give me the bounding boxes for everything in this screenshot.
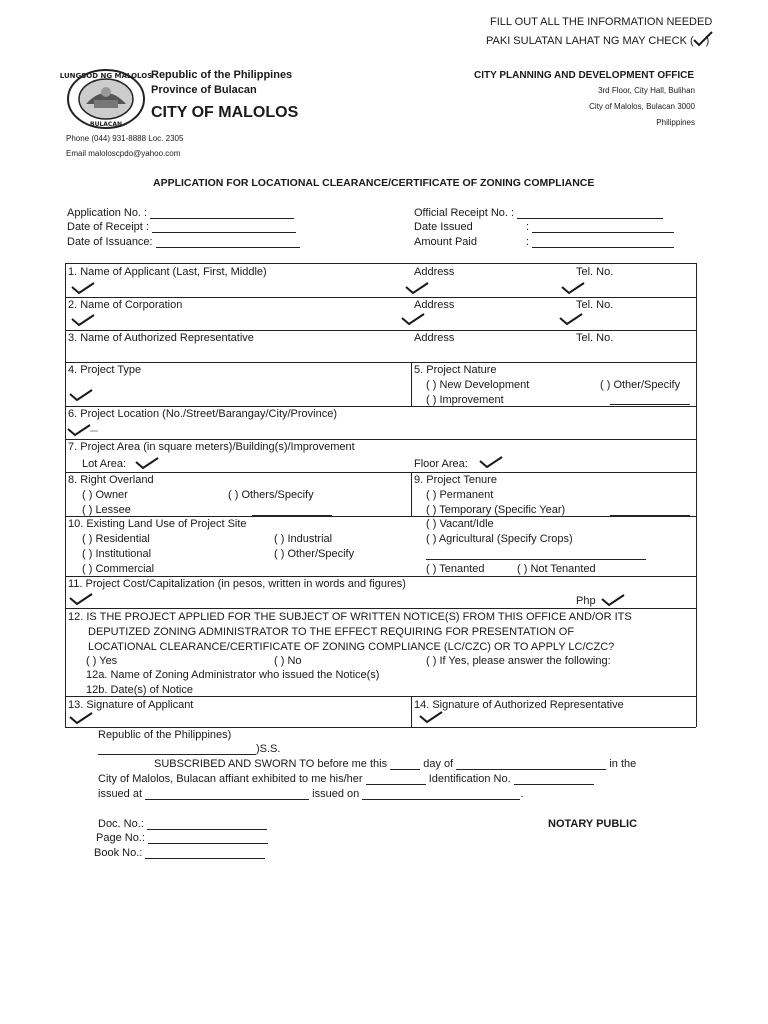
city-seal-logo [59, 68, 153, 128]
corporation-name-label: 2. Name of Corporation [68, 299, 183, 311]
city-heading: CITY OF MALOLOS [151, 104, 299, 121]
q12-yes-option[interactable]: ( ) Yes [86, 655, 118, 667]
commercial-option[interactable]: ( ) Commercial [82, 563, 155, 575]
project-nature-label: 5. Project Nature [414, 364, 497, 376]
improvement-option[interactable]: ( ) Improvement [426, 394, 504, 406]
institutional-option[interactable]: ( ) Institutional [82, 548, 152, 560]
right-overland-label: 8. Right Overland [68, 474, 154, 486]
notary-subscribed-line[interactable]: SUBSCRIBED AND SWORN TO before me this day of in the [154, 758, 637, 770]
crops-line [426, 559, 646, 560]
instruction-line-2: PAKI SULATAN LAHAT NG MAY CHECK ( ) [486, 32, 709, 47]
check-mark-icon [134, 456, 160, 470]
land-use-other-option[interactable]: ( ) Other/Specify [274, 548, 355, 560]
corporation-tel-label: Tel. No. [576, 299, 614, 311]
applicant-tel-label: Tel. No. [576, 266, 614, 278]
lot-area-label: Lot Area: [82, 458, 127, 470]
republic-heading: Republic of the Philippines [151, 69, 293, 81]
new-development-option[interactable]: ( ) New Development [426, 379, 530, 391]
instruction-check-icon [694, 32, 706, 47]
check-mark-icon [404, 281, 430, 295]
not-tenanted-option[interactable]: ( ) Not Tenanted [517, 563, 596, 575]
form-title: APPLICATION FOR LOCATIONAL CLEARANCE/CERTIFICATE OF ZONING COMPLIANCE [153, 177, 595, 189]
check-mark-icon [400, 312, 426, 326]
amount-paid-input[interactable]: : [526, 236, 674, 248]
project-type-label: 4. Project Type [68, 364, 142, 376]
office-address-1: 3rd Floor, City Hall, Bulihan [598, 86, 695, 95]
check-mark-icon [70, 313, 96, 327]
check-mark-icon [478, 455, 504, 469]
office-name: CITY PLANNING AND DEVELOPMENT OFFICE [474, 70, 695, 81]
representative-address-label: Address [414, 332, 455, 344]
applicant-name-label: 1. Name of Applicant (Last, First, Middle) [68, 266, 267, 278]
application-no-field[interactable]: Application No. : [67, 207, 294, 219]
q12-line-3: LOCATIONAL CLEARANCE/CERTIFICATE OF ZONING COMPLIANCE (LC/CZC) OR TO APPLY LC/CZC? [88, 641, 615, 653]
others-specify-line [252, 515, 332, 516]
project-location-label: 6. Project Location (No./Street/Barangay/City/Province) [68, 408, 338, 420]
check-mark-icon [600, 593, 626, 607]
official-receipt-field[interactable]: Official Receipt No. : [414, 207, 663, 219]
date-of-issuance-field[interactable]: Date of Issuance: [67, 236, 300, 248]
phone-number: Phone (044) 931-8888 Loc. 2305 [66, 134, 184, 143]
vacant-idle-option[interactable]: ( ) Vacant/Idle [426, 518, 494, 530]
amount-paid-field[interactable]: Amount Paid [414, 236, 477, 248]
doc-no-field[interactable]: Doc. No.: [98, 818, 267, 830]
instruction-text: PAKI SULATAN LAHAT NG MAY CHECK ( [486, 35, 694, 47]
office-address-2: City of Malolos, Bulacan 3000 [589, 102, 695, 111]
notary-issued-line[interactable]: issued at issued on . [98, 788, 524, 800]
other-specify-option[interactable]: ( ) Other/Specify [600, 379, 681, 391]
q12a-label: 12a. Name of Zoning Administrator who issued the Notice(s) [86, 669, 380, 681]
lessee-option[interactable]: ( ) Lessee [82, 504, 131, 516]
representative-name-label: 3. Name of Authorized Representative [68, 332, 254, 344]
check-mark-icon [66, 423, 100, 437]
q12b-label: 12b. Date(s) of Notice [86, 684, 193, 696]
existing-land-use-label: 10. Existing Land Use of Project Site [68, 518, 247, 530]
applicant-signature-label: 13. Signature of Applicant [68, 699, 194, 711]
tenanted-option[interactable]: ( ) Tenanted [426, 563, 485, 575]
check-mark-icon [560, 281, 586, 295]
q12-if-yes-option[interactable]: ( ) If Yes, please answer the following: [426, 655, 611, 667]
seal-bottom-text: BULACAN [90, 121, 122, 128]
date-issued-field[interactable]: Date Issued [414, 221, 473, 233]
applicant-address-label: Address [414, 266, 455, 278]
project-tenure-label: 9. Project Tenure [414, 474, 497, 486]
office-address-3: Philippines [656, 118, 695, 127]
project-cost-label: 11. Project Cost/Capitalization (in pesos, written in words and figures) [68, 578, 406, 590]
temporary-option[interactable]: ( ) Temporary (Specific Year) [426, 504, 566, 516]
seal-top-text: LUNGSOD NG MALOLOS [59, 72, 153, 80]
others-specify-option[interactable]: ( ) Others/Specify [228, 489, 314, 501]
check-mark-icon [70, 281, 96, 295]
other-specify-line [610, 404, 690, 405]
residential-option[interactable]: ( ) Residential [82, 533, 150, 545]
representative-signature-label: 14. Signature of Authorized Representative [414, 699, 624, 711]
page-no-field[interactable]: Page No.: [96, 832, 268, 844]
project-area-label: 7. Project Area (in square meters)/Building(s)/Improvement [68, 441, 355, 453]
date-issued-input[interactable]: : [526, 221, 674, 233]
q12-no-option[interactable]: ( ) No [274, 655, 302, 667]
permanent-option[interactable]: ( ) Permanent [426, 489, 494, 501]
province-heading: Province of Bulacan [151, 84, 257, 96]
php-label: Php [576, 595, 596, 607]
notary-city-line[interactable]: City of Malolos, Bulacan affiant exhibited to me his/her Identification No. [98, 773, 594, 785]
check-mark-icon [418, 710, 444, 724]
notary-public-label: NOTARY PUBLIC [548, 818, 638, 830]
check-mark-icon [558, 312, 584, 326]
book-no-field[interactable]: Book No.: [94, 847, 265, 859]
email-address: Email maloloscpdo@yahoo.com [66, 149, 181, 158]
q12-line-2: DEPUTIZED ZONING ADMINISTRATOR TO THE EFFECT REQUIRING FOR PRESENTATION OF [88, 626, 575, 638]
date-of-receipt-field[interactable]: Date of Receipt : [67, 221, 296, 233]
notary-ss-line[interactable]: )S.S. [98, 743, 280, 755]
q12-line-1: 12. IS THE PROJECT APPLIED FOR THE SUBJECT OF WRITTEN NOTICE(S) FROM THIS OFFICE AND/OR ITS [68, 611, 632, 623]
owner-option[interactable]: ( ) Owner [82, 489, 128, 501]
notary-republic: Republic of the Philippines) [98, 729, 232, 741]
agricultural-option[interactable]: ( ) Agricultural (Specify Crops) [426, 533, 573, 545]
check-mark-icon [68, 711, 94, 725]
representative-tel-label: Tel. No. [576, 332, 614, 344]
check-mark-icon [68, 388, 94, 402]
check-mark-icon [68, 592, 94, 606]
instruction-line-1: FILL OUT ALL THE INFORMATION NEEDED [490, 16, 713, 28]
temporary-year-line [610, 515, 690, 516]
floor-area-label: Floor Area: [414, 458, 468, 470]
industrial-option[interactable]: ( ) Industrial [274, 533, 333, 545]
corporation-address-label: Address [414, 299, 455, 311]
